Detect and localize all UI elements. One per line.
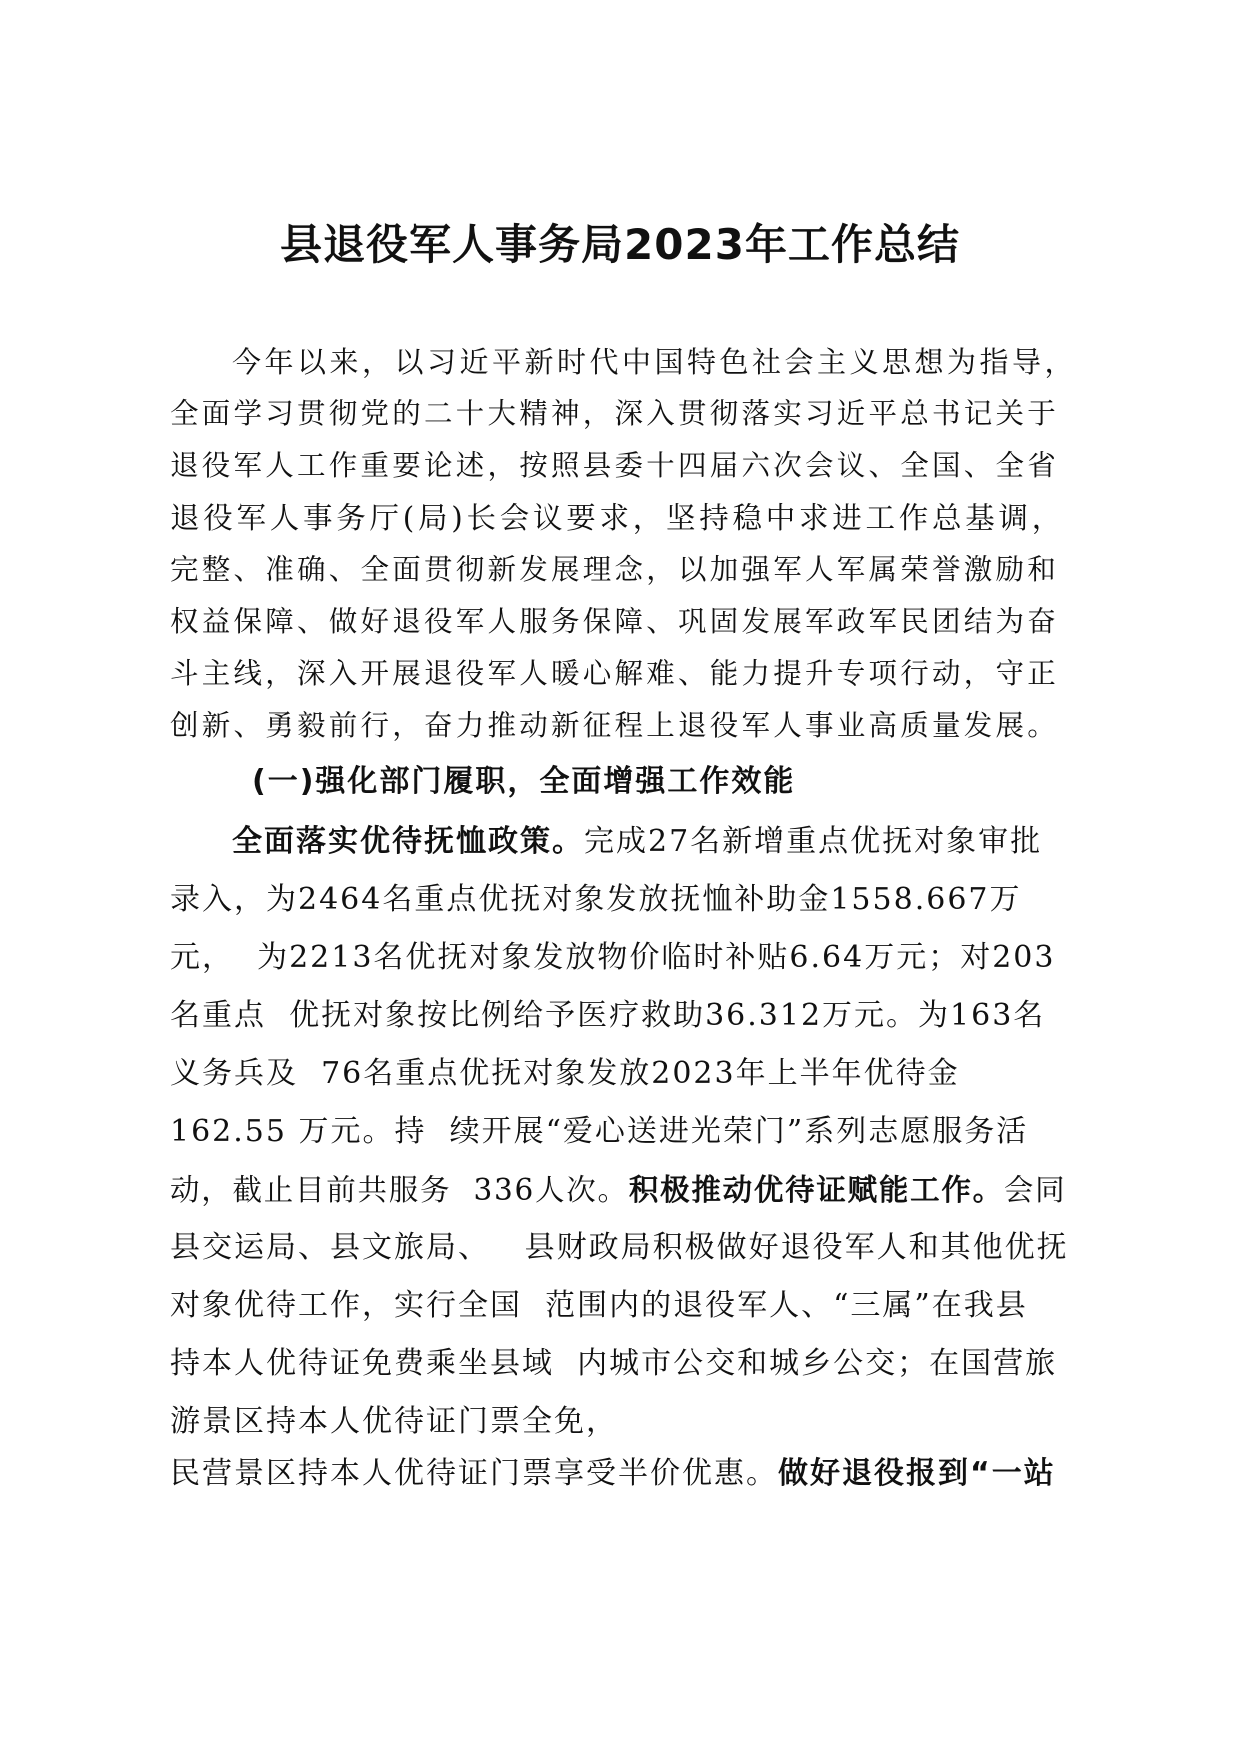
body-line: 持本人优待证免费乘坐县域 内城市公交和城乡公交；在国营旅 (170, 1346, 1058, 1381)
body-line (232, 822, 1042, 862)
body-line: 对象优待工作，实行全国 范围内的退役军人、“三属”在我县 (170, 1288, 1028, 1323)
body-line: 县交运局、县文旅局、 县财政局积极做好退役军人和其他优抚 (170, 1230, 1069, 1265)
bold-lead: 积极推动优待证赋能工作。 (628, 1173, 1004, 1207)
intro-line: 今年以来，以习近平新时代中国特色社会主义思想为指导， (232, 345, 1078, 379)
body-text: 完成27名新增重点优抚对象审批 (584, 824, 1043, 859)
body-line: 元， 为2213名优抚对象发放物价临时补贴6.64万元；对203 (170, 940, 1056, 975)
section-heading: (一)强化部门履职，全面增强工作效能 (252, 764, 796, 799)
body-line: 162.55 万元。持 续开展“爱心送进光荣门”系列志愿服务活 (170, 1114, 1029, 1149)
intro-line: 斗主线，深入开展退役军人暖心解难、能力提升专项行动，守正 (170, 657, 1060, 690)
intro-line: 全面学习贯彻党的二十大精神，深入贯彻落实习近平总书记关于 (170, 397, 1060, 430)
intro-line: 退役军人事务厅(局)长会议要求，坚持稳中求进工作总基调， (170, 501, 1066, 535)
body-line: 游景区持本人优待证门票全免， (170, 1404, 618, 1439)
intro-line: 权益保障、做好退役军人服务保障、巩固发展军政军民团结为奋 (170, 605, 1060, 638)
document-title: 县退役军人事务局2023年工作总结 (280, 220, 960, 269)
bold-lead: 全面落实优待抚恤政策。 (232, 824, 584, 859)
body-line: 义务兵及 76名重点优抚对象发放2023年上半年优待金 (170, 1056, 960, 1091)
bold-lead: 做好退役报到“一站 (778, 1456, 1056, 1491)
body-text: 民营景区持本人优待证门票享受半价优惠。 (170, 1456, 778, 1491)
intro-line: 完整、准确、全面贯彻新发展理念，以加强军人军属荣誉激励和 (170, 553, 1060, 586)
intro-line: 创新、勇毅前行，奋力推动新征程上退役军人事业高质量发展。 (170, 709, 1060, 742)
body-line: 录入，为2464名重点优抚对象发放抚恤补助金1558.667万 (170, 882, 1022, 917)
body-line (170, 1454, 1056, 1494)
body-line: 名重点 优抚对象按比例给予医疗救助36.312万元。为163名 (170, 998, 1046, 1033)
body-text: 会同 (1003, 1173, 1067, 1207)
body-text: 动，截止目前共服务 336人次。 (170, 1173, 629, 1207)
body-line (170, 1170, 1066, 1210)
intro-line: 退役军人工作重要论述，按照县委十四届六次会议、全国、全省 (170, 449, 1060, 482)
